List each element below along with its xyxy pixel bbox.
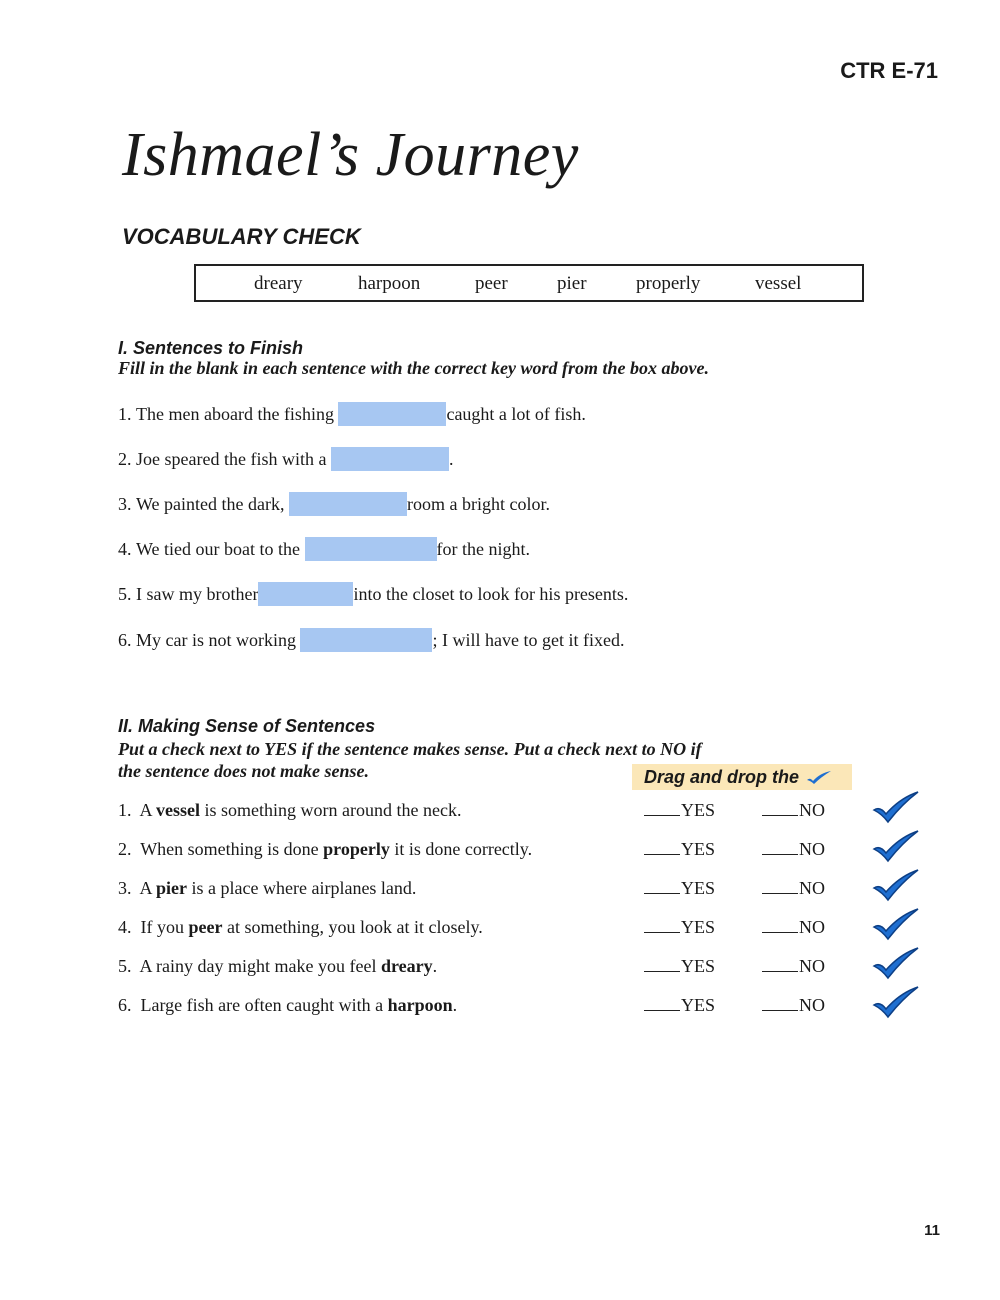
statement-text: is a place where airplanes land. [187,878,417,898]
section-2-heading: II. Making Sense of Sentences [118,716,376,736]
sentence-text-before: The men aboard the fishing [136,403,334,424]
no-option[interactable] [762,956,825,977]
statement-number: 3. [118,878,132,898]
answer-blank[interactable] [305,537,437,561]
draggable-check-icon[interactable] [872,985,920,1019]
statement-number: 2. [118,839,132,859]
key-word: properly [323,839,390,859]
yes-option[interactable] [644,878,715,899]
key-word: pier [156,878,188,898]
no-option[interactable] [762,995,825,1016]
answer-blank[interactable] [331,447,449,471]
draggable-check-icon[interactable] [872,829,920,863]
sentence-text-before: We tied our boat to the [136,538,301,559]
answer-blank[interactable] [258,582,353,606]
statement-text: If you [140,917,189,937]
word-bank-item: vessel [755,273,802,294]
sentence-text-after: ; I will have to get it fixed. [432,629,625,650]
statement-text: A [139,800,157,820]
sentence-text-after: for the night. [436,538,530,559]
no-option[interactable] [762,917,825,938]
sentence-2 [118,446,453,472]
sentence-3 [118,491,550,517]
word-bank-item: peer [475,273,508,294]
yes-option[interactable] [644,839,715,860]
statement-number: 1. [118,800,132,820]
page-title: Ishmael’s Journey [122,121,579,189]
page-number: 11 [924,1222,940,1239]
statement-number: 5. [118,956,132,976]
sentence-number: 3. [118,493,132,514]
statement-text: it is done correctly. [389,839,533,859]
statement-text: When something is done [140,839,324,859]
statement-2 [118,839,532,860]
key-word: harpoon [387,995,453,1015]
vocabulary-heading: VOCABULARY CHECK [122,224,361,249]
draggable-check-icon[interactable] [872,907,920,941]
word-bank-item: properly [636,273,701,294]
answer-blank[interactable] [338,402,446,426]
drag-instruction-label [632,764,852,790]
statement-text: Large fish are often caught with a [140,995,388,1015]
sentence-number: 2. [118,448,132,469]
statement-text: A [139,878,157,898]
yes-label: YES [681,917,716,937]
sentence-1 [118,401,586,427]
statement-6 [118,995,457,1016]
sentence-text-before: Joe speared the fish with a [136,448,327,469]
section-1-heading: I. Sentences to Finish [118,338,304,358]
word-bank-item: pier [557,273,587,294]
no-option[interactable] [762,878,825,899]
sentence-text-before: I saw my brother [136,583,259,604]
sentence-text-after: room a bright color. [407,493,550,514]
statement-text: at something, you look at it closely. [222,917,483,937]
sentence-text-after: into the closet to look for his presents. [353,583,629,604]
word-bank-item: harpoon [358,273,421,294]
sentence-number: 6. [118,629,132,650]
no-label: NO [799,878,825,898]
statement-5 [118,956,437,977]
yes-option[interactable] [644,800,715,821]
sentence-6 [118,627,624,653]
sentence-number: 1. [118,403,132,424]
yes-option[interactable] [644,917,715,938]
draggable-check-icon[interactable] [872,946,920,980]
statement-1 [118,800,461,821]
statement-number: 6. [118,995,132,1015]
word-bank-item: dreary [254,273,303,294]
section-2-instruction-line-1: Put a check next to YES if the sentence makes sense. Put a check next to NO if [118,739,702,759]
statement-text: A rainy day might make you feel [139,956,381,976]
answer-blank[interactable] [300,628,432,652]
document-code: CTR E-71 [840,58,938,83]
yes-label: YES [681,878,716,898]
yes-label: YES [681,956,716,976]
section-1-instruction: Fill in the blank in each sentence with the correct key word from the box above. [118,358,709,378]
answer-blank[interactable] [289,492,407,516]
sentence-number: 4. [118,538,132,559]
yes-option[interactable] [644,995,715,1016]
yes-option[interactable] [644,956,715,977]
no-label: NO [799,956,825,976]
draggable-check-icon[interactable] [872,790,920,824]
section-2-instruction-line-2: the sentence does not make sense. [118,761,369,781]
sentence-number: 5. [118,583,132,604]
sentence-text-before: We painted the dark, [136,493,285,514]
statement-number: 4. [118,917,132,937]
no-label: NO [799,839,825,859]
yes-label: YES [681,800,716,820]
key-word: peer [188,917,223,937]
sentence-text-after: . [448,448,454,469]
no-label: NO [799,995,825,1015]
key-word: vessel [156,800,201,820]
statement-3 [118,878,416,899]
statement-text: is something worn around the neck. [200,800,462,820]
drag-instruction-text: Drag and drop the [644,766,800,787]
sentence-4 [118,536,530,562]
statement-4 [118,917,483,938]
statement-text: . [452,995,458,1015]
sentence-text-after: caught a lot of fish. [446,403,586,424]
statement-text: . [432,956,438,976]
no-label: NO [799,800,825,820]
word-bank-box [194,264,864,302]
no-option[interactable] [762,839,825,860]
yes-label: YES [681,839,716,859]
sentence-text-before: My car is not working [136,629,296,650]
yes-label: YES [681,995,716,1015]
check-icon [805,769,833,785]
no-label: NO [799,917,825,937]
draggable-check-icon[interactable] [872,868,920,902]
key-word: dreary [380,956,433,976]
no-option[interactable] [762,800,825,821]
sentence-5 [118,581,628,607]
